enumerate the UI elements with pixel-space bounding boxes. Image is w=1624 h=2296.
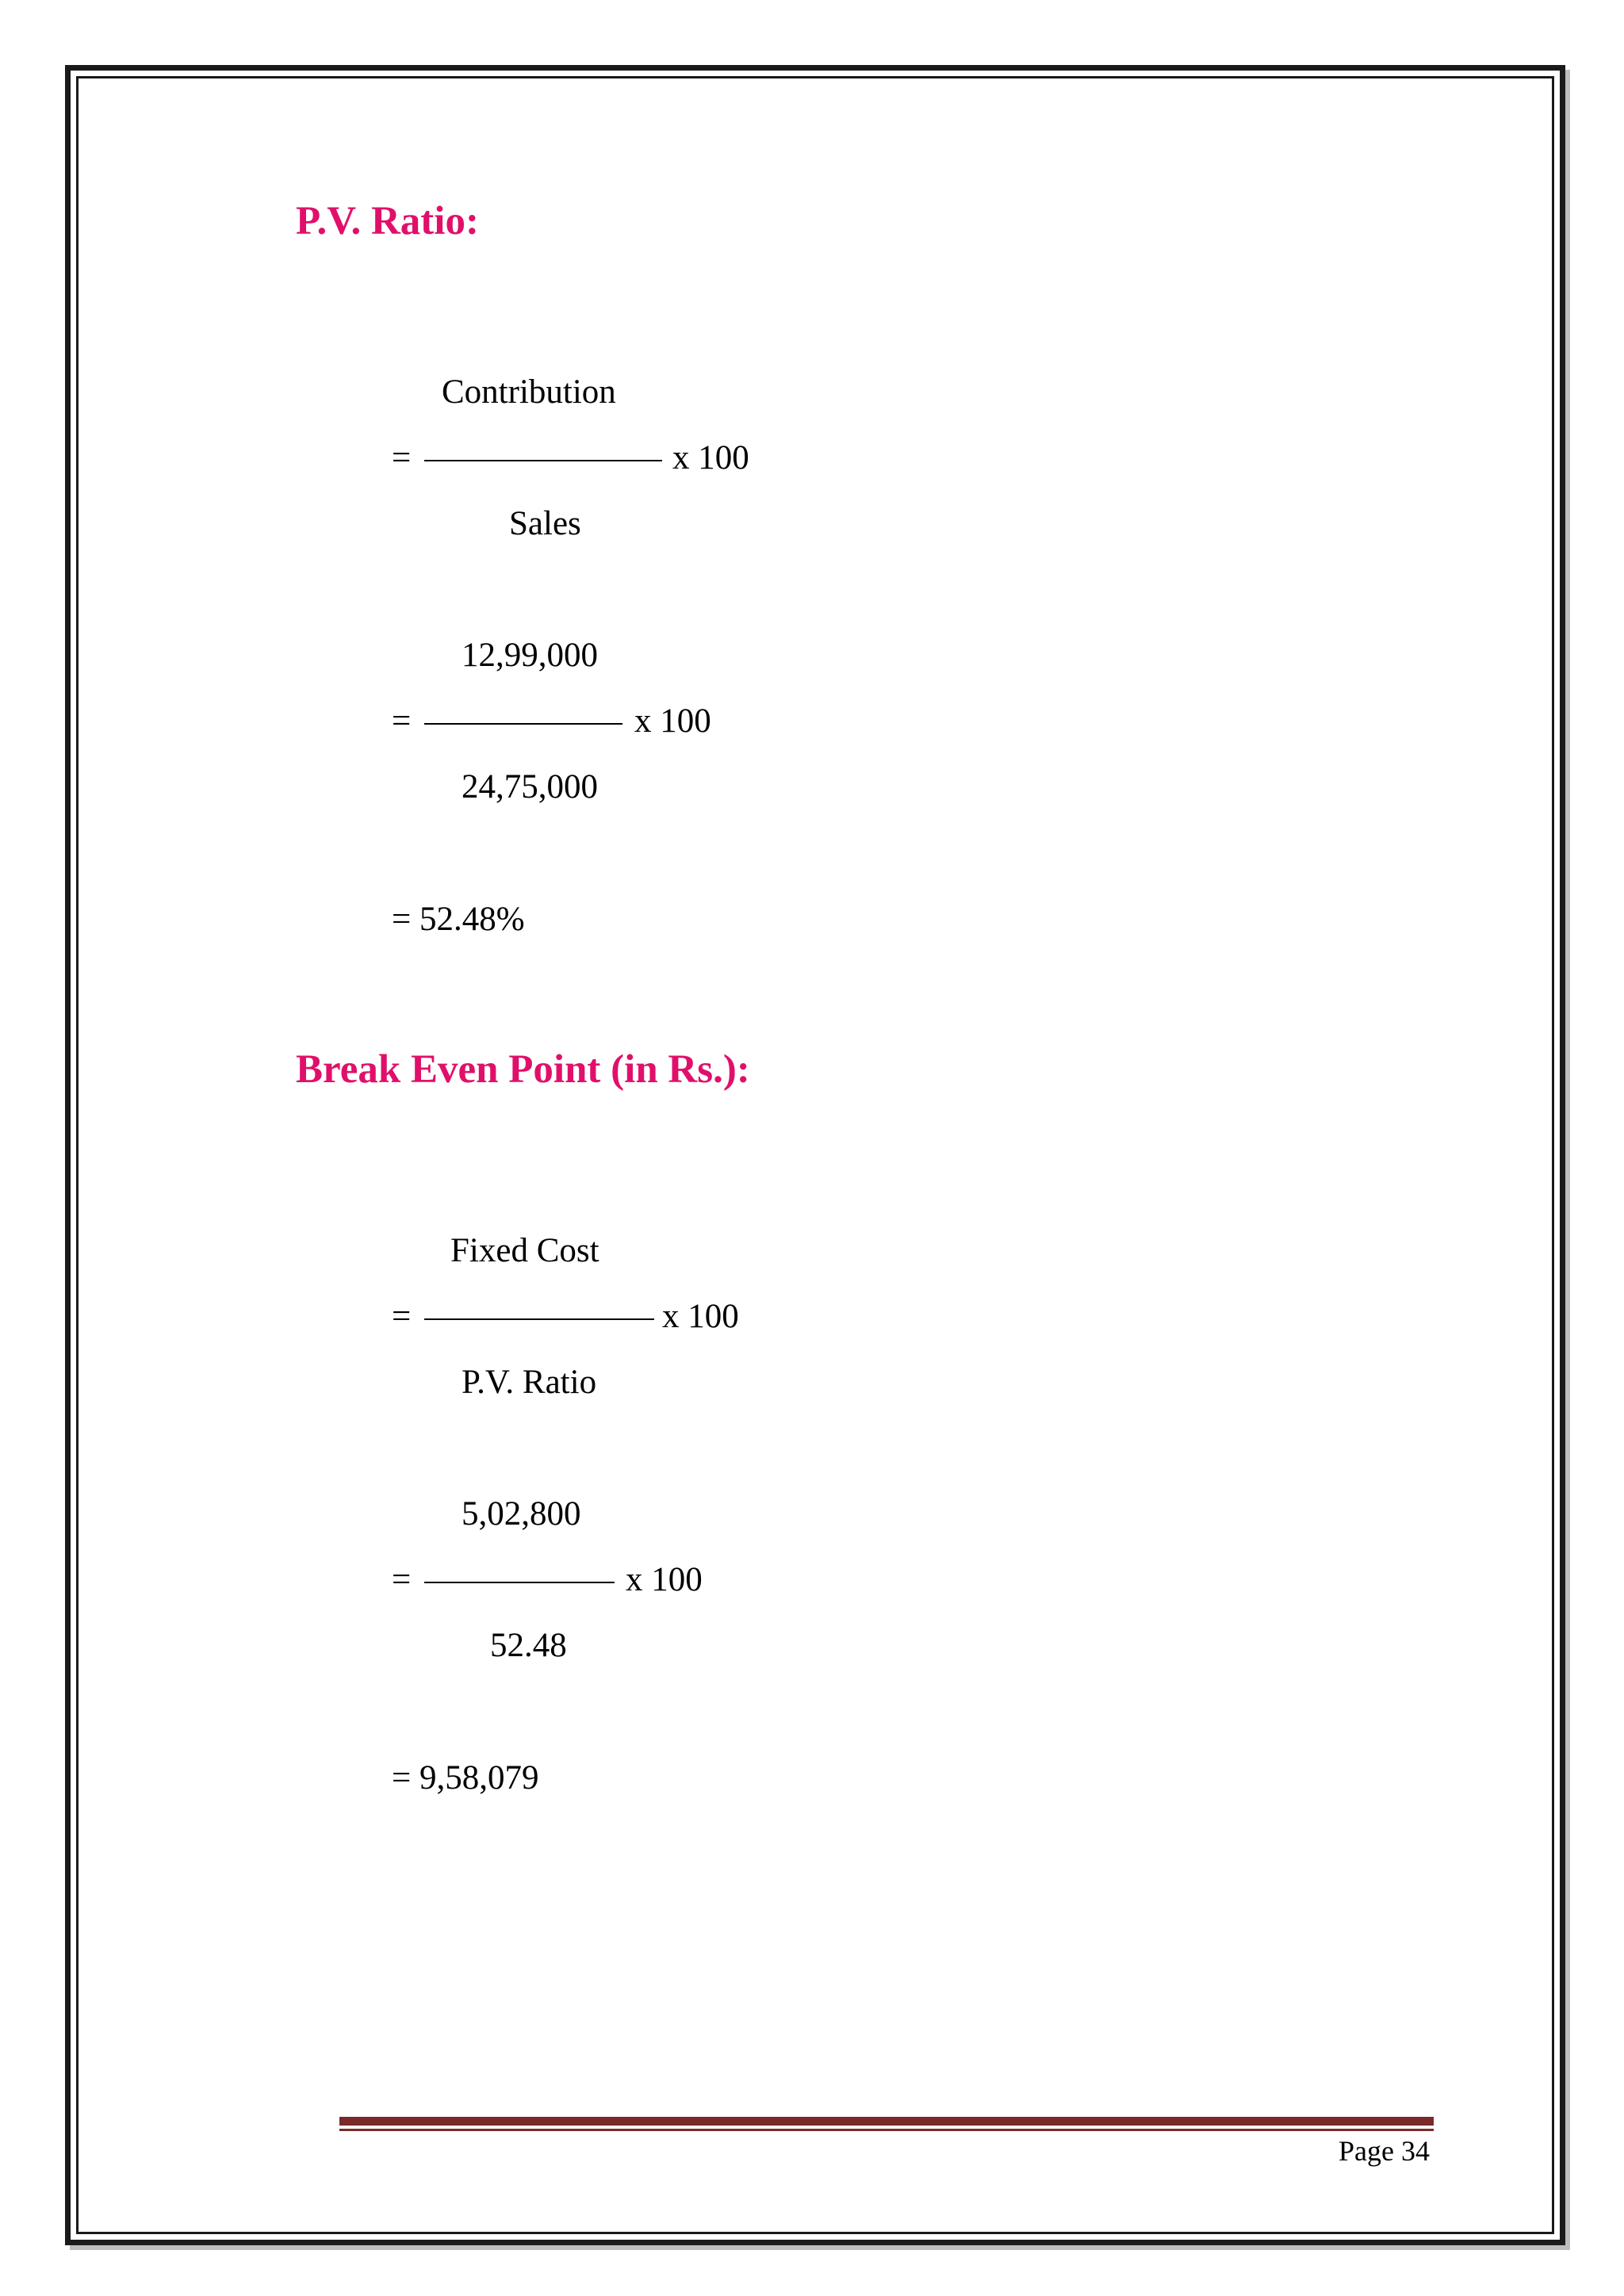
section-heading-break-even: Break Even Point (in Rs.): [296,1047,750,1092]
formula-equals: = [392,1298,412,1335]
fraction-bar [424,1582,615,1583]
result: = 52.48% [392,901,525,938]
section-heading-pv-ratio: P.V. Ratio: [296,199,479,243]
page-border [65,65,1565,2245]
formula-numerator: Fixed Cost [450,1232,599,1269]
value-numerator: 5,02,800 [462,1495,581,1533]
value-equals: = [392,702,412,740]
value-multiplier: x 100 [626,1561,703,1598]
formula-numerator: Contribution [442,373,616,411]
footer-rule [339,2117,1434,2126]
fraction-bar [424,1318,654,1320]
fraction-bar [424,460,662,461]
formula-multiplier: x 100 [672,439,749,476]
formula-equals: = [392,439,412,476]
value-equals: = [392,1561,412,1598]
formula-denominator: Sales [509,505,581,542]
value-numerator: 12,99,000 [462,637,598,674]
formula-denominator: P.V. Ratio [462,1364,597,1401]
fraction-bar [424,723,622,725]
value-denominator: 24,75,000 [462,768,598,806]
result: = 9,58,079 [392,1759,539,1797]
formula-multiplier: x 100 [662,1298,739,1335]
value-denominator: 52.48 [490,1627,567,1664]
page-number: Page 34 [1339,2135,1430,2167]
value-multiplier: x 100 [634,702,711,740]
footer-rule-thin [339,2129,1434,2131]
